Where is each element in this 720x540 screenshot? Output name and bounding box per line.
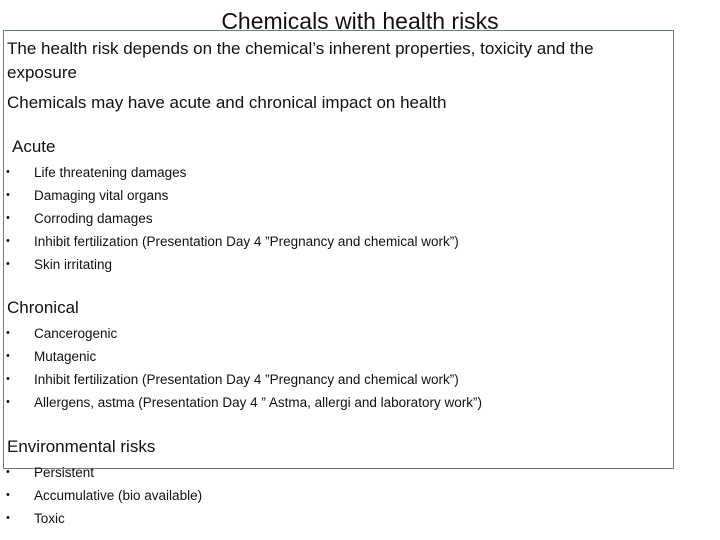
acute-section [7,136,687,276]
list-item: • Accumulative (bio available) [7,484,687,507]
intro-text [7,37,667,115]
environmental-heading: Environmental risks [7,437,156,456]
list-item: • Cancerogenic [7,322,687,345]
intro-line-2: Chemicals may have acute and chronical impact on health [7,93,447,112]
list-item: • Life threatening damages [7,161,687,184]
list-item: • Allergens, astma (Presentation Day 4 ” Astma, allergi and laboratory work”) [7,391,687,414]
list-item: • Corroding damages [7,207,687,230]
list-item: • Inhibit fertilization (Presentation Day 4 ”Pregnancy and chemical work”) [7,230,687,253]
list-item: • Toxic [7,507,687,530]
intro-line-1: The health risk depends on the chemical’s inherent properties, toxicity and the exposure [7,39,594,82]
list-item: • Skin irritating [7,253,687,276]
chronical-list [7,322,687,414]
list-item: • Mutagenic [7,345,687,368]
environmental-list [7,461,687,530]
chronical-heading: Chronical [7,298,79,317]
slide-title: Chemicals with health risks [221,8,499,34]
list-item: • Inhibit fertilization (Presentation Day 4 ”Pregnancy and chemical work”) [7,368,687,391]
environmental-section [7,436,687,530]
acute-list [7,161,687,276]
chronical-section [7,297,687,414]
list-item: • Damaging vital organs [7,184,687,207]
acute-heading: Acute [12,137,56,156]
list-item: • Persistent [7,461,687,484]
